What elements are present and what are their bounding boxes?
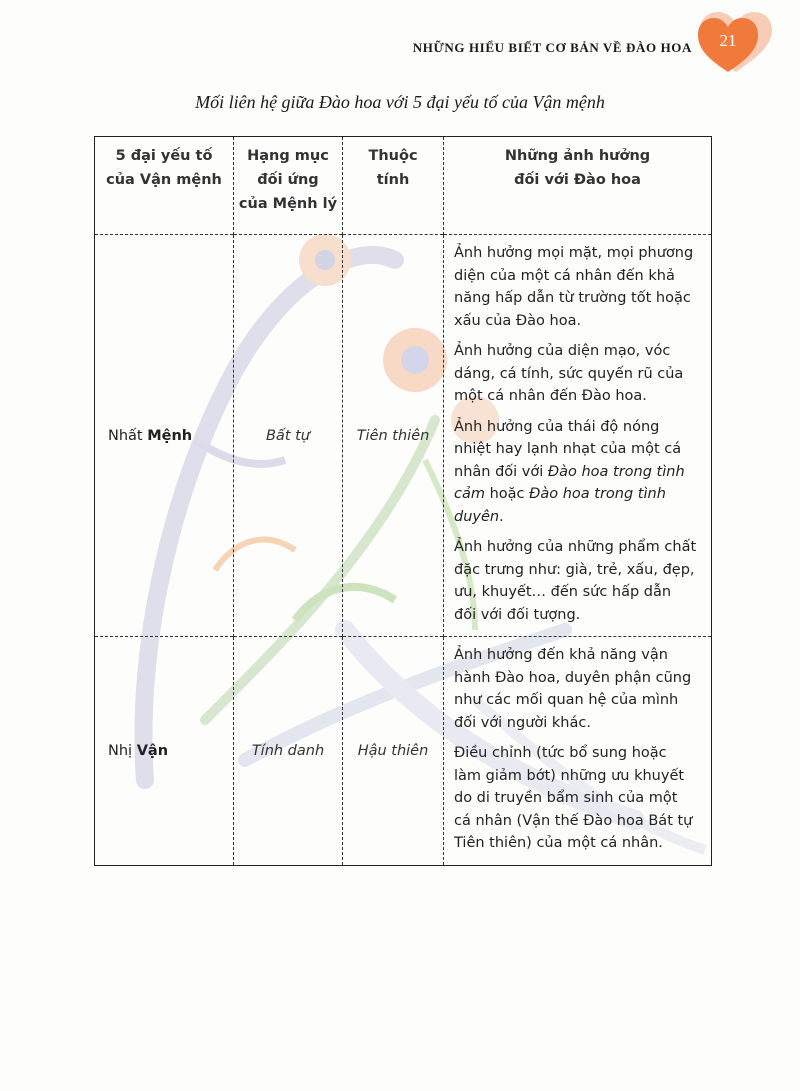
- attribute-cell: Tiên thiên: [343, 235, 444, 637]
- effect-paragraph: Ảnh hưởng của diện mạo, vóc dáng, cá tính, sức quyến rũ của một cá nhân đến Đào hoa.: [454, 343, 684, 404]
- document-title: Mối liên hệ giữa Đào hoa với 5 đại yếu tố của Vận mệnh: [195, 92, 605, 112]
- header-factor: 5 đại yếu tố của Vận mệnh: [95, 137, 234, 235]
- relationship-table: [94, 136, 712, 866]
- effect-paragraph: Điều chỉnh (tức bổ sung hoặc làm giảm bớt) những ưu khuyết do di truyền bẩm sinh của một cá nhân (Vận thế Đào hoa Bát tự Tiên thiên) của một cá nhân.: [454, 745, 693, 851]
- table-header-row: [95, 137, 712, 235]
- category-cell: Tính danh: [234, 637, 343, 866]
- effect-paragraph: Ảnh hưởng của thái độ nóng nhiệt hay lạnh nhạt của một cá nhân đối với Đào hoa trong tình cảm hoặc Đào hoa trong tình duyên.: [454, 418, 685, 525]
- running-header: NHỮNG HIỂU BIẾT CƠ BẢN VỀ ĐÀO HOA: [412, 40, 692, 55]
- attribute-cell: Hậu thiên: [343, 637, 444, 866]
- factor-cell: Nhị Vận: [95, 637, 234, 866]
- effect-paragraph: Ảnh hưởng mọi mặt, mọi phương diện của một cá nhân đến khả năng hấp dẫn từ trường tốt hoặc xấu của Đào hoa.: [454, 245, 694, 329]
- header-effects: Những ảnh hưởng đối với Đào hoa: [444, 137, 712, 235]
- table-row: [95, 637, 712, 866]
- effects-cell: [444, 637, 712, 866]
- page-number: 21: [719, 31, 737, 50]
- factor-cell: Nhất Mệnh: [95, 235, 234, 637]
- header-attribute: Thuộc tính: [343, 137, 444, 235]
- table-row: [95, 235, 712, 637]
- category-cell: Bất tự: [234, 235, 343, 637]
- effect-paragraph: Ảnh hưởng đến khả năng vận hành Đào hoa, duyên phận cũng như các mối quan hệ của mình đối với người khác.: [454, 647, 692, 731]
- effect-paragraph: Ảnh hưởng của những phẩm chất đặc trưng như: già, trẻ, xấu, đẹp, ưu, khuyết… đến sức hấp dẫn đối với đối tượng.: [454, 539, 697, 623]
- effects-cell: [444, 235, 712, 637]
- header-category: Hạng mục đối ứng của Mệnh lý: [234, 137, 343, 235]
